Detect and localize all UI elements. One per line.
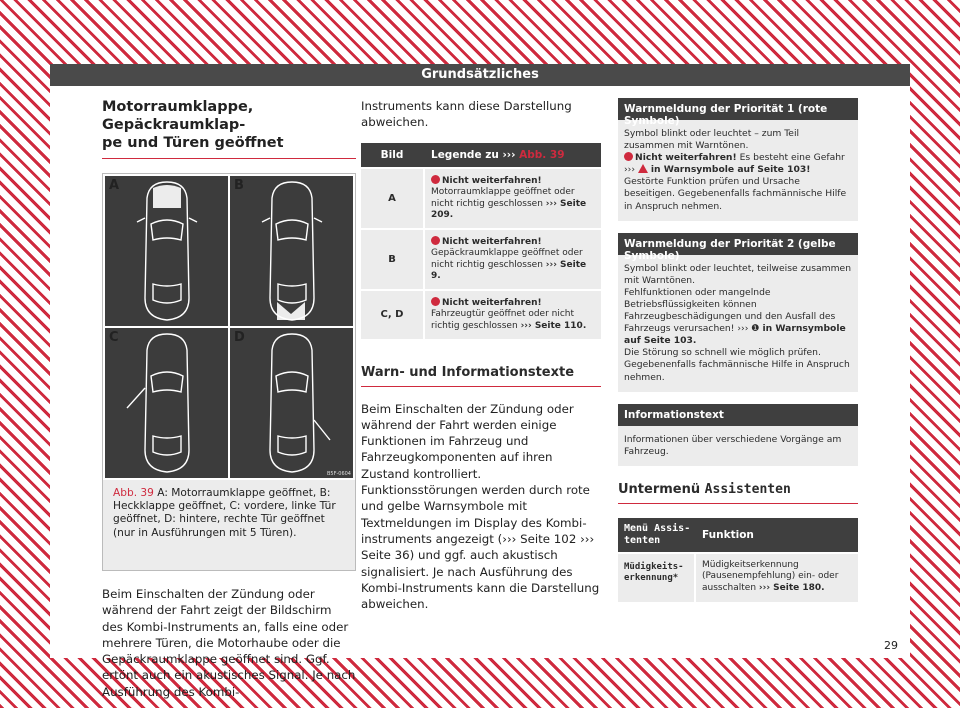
column-middle (361, 98, 601, 612)
menu-table (618, 518, 858, 602)
table-row: Müdigkeits-erkennung* Müdigkeitserkennung (Pausenempfehlung) ein- oder ausschalten ››› Seite 180. (618, 552, 858, 602)
info-box-prio1: Warnmeldung der Priorität 1 (rote Symbole) Symbol blinkt oder leuchtet – zum Teil zusammen mit Warntönen. Nicht weiterfahren! Es besteht eine Gefahr ››› in Warnsymbole auf Seite 103! Gestörte Funktion prüfen und Ursache beseitigen. Gegebenenfalls fachmännische Hilfe in Anspruch nehmen. (618, 98, 858, 221)
table-row: B Nicht weiterfahren! Gepäckraumklappe geöffnet oder nicht richtig geschlossen ››› Seite 9. (361, 228, 601, 289)
col-header-bild: Bild (380, 148, 404, 161)
info-box-info: Informationstext Informationen über verschiedene Vorgänge am Fahrzeug. (618, 404, 858, 466)
cars-svg (103, 174, 355, 480)
car-d (270, 334, 330, 472)
column-left (102, 98, 356, 700)
warning-red-icon (431, 297, 440, 306)
caption-text: A: Motorraumklappe geöffnet, B: Heckklappe geöffnet, C: vordere, linke Tür geöffnet, D: hintere, rechte Tür geöffnet (nur in Ausführungen mit 5 Türen). (113, 487, 336, 539)
info-box-prio2: Warnmeldung der Priorität 2 (gelbe Symbole) Symbol blinkt oder leuchtet, teilweise zusammen mit Warntönen. Fehlfunktionen oder mangelnde Betriebsflüssigkeiten können Fahrzeugbeschädigungen und den Ausfall des Fahrzeugs verursachen! ››› ❶ in Warnsymbole auf Seite 103. Die Störung so schnell wie möglich prüfen. Gegebenenfalls fachmännische Hilfe in Anspruch nehmen. (618, 233, 858, 392)
figure-code: B5F-0604 (326, 471, 351, 477)
car-b (262, 182, 322, 320)
legend-table (361, 143, 601, 339)
label-d: D (234, 330, 245, 345)
table-row: C, D Nicht weiterfahren! Fahrzeugtür geöffnet oder nicht richtig geschlossen ››› Seite 110. (361, 289, 601, 339)
col-header-legende: Legende zu ››› Abb. 39 (431, 148, 565, 161)
table-header (361, 143, 601, 167)
section-heading-warn: Warn- und Informationstexte (361, 365, 601, 387)
table-row: A Nicht weiterfahren! Motorraumklappe geöffnet oder nicht richtig geschlossen ››› Seite 209. (361, 167, 601, 228)
figure-abb-39 (102, 173, 356, 571)
body-text-2: Beim Einschalten der Zündung oder während der Fahrt werden einige Funktionen im Fahrzeug und Fahrzeugkomponenten auf ihren Zustand kontrolliert. Funktionsstörungen werden durch rote und gelbe Warnsymbole mit Textmeldungen im Display des Kombi-instruments angezeigt (››› Seite 102 ››› Seite 36) und ggf. auch akustisch signalisiert. Je nach Ausführung des Kombi-Instruments kann die Darstellung abweichen. (361, 401, 600, 612)
figure-caption (103, 480, 355, 570)
label-c: C (109, 330, 119, 345)
label-a: A (109, 178, 120, 193)
warning-red-icon (431, 236, 440, 245)
section-title: Motorraumklappe, Gepäckraumklap- pe und Türen geöffnet (102, 98, 356, 159)
manual-page (50, 64, 910, 699)
warning-red-icon (431, 175, 440, 184)
body-text-cont: Instruments kann diese Darstellung abweichen. (361, 99, 572, 130)
label-b: B (234, 178, 244, 193)
body-text-1: Beim Einschalten der Zündung oder während der Fahrt zeigt der Bildschirm des Kombi-Instruments an, falls eine oder mehrere Türen, die Motorhaube oder die Gepäckraumklappe geöffnet sind. Ggf. ertönt auch ein akustisches Signal. Je nach Ausführung des Kombi- (102, 587, 356, 699)
warning-red-icon (624, 152, 633, 161)
column-right (618, 98, 858, 602)
chapter-header: Grundsätzliches (50, 64, 910, 86)
page-number: 29 (884, 639, 898, 652)
open-hood-a (153, 185, 181, 208)
car-c (127, 334, 189, 472)
warning-triangle-icon (638, 164, 648, 173)
section-heading-untermenu: Untermenü Assistenten (618, 482, 858, 504)
caption-ref: Abb. 39 (113, 487, 154, 499)
table-header: Menü Assis-tenten Funktion (618, 518, 858, 552)
car-illustration (103, 174, 355, 480)
open-boot-b (277, 302, 305, 320)
